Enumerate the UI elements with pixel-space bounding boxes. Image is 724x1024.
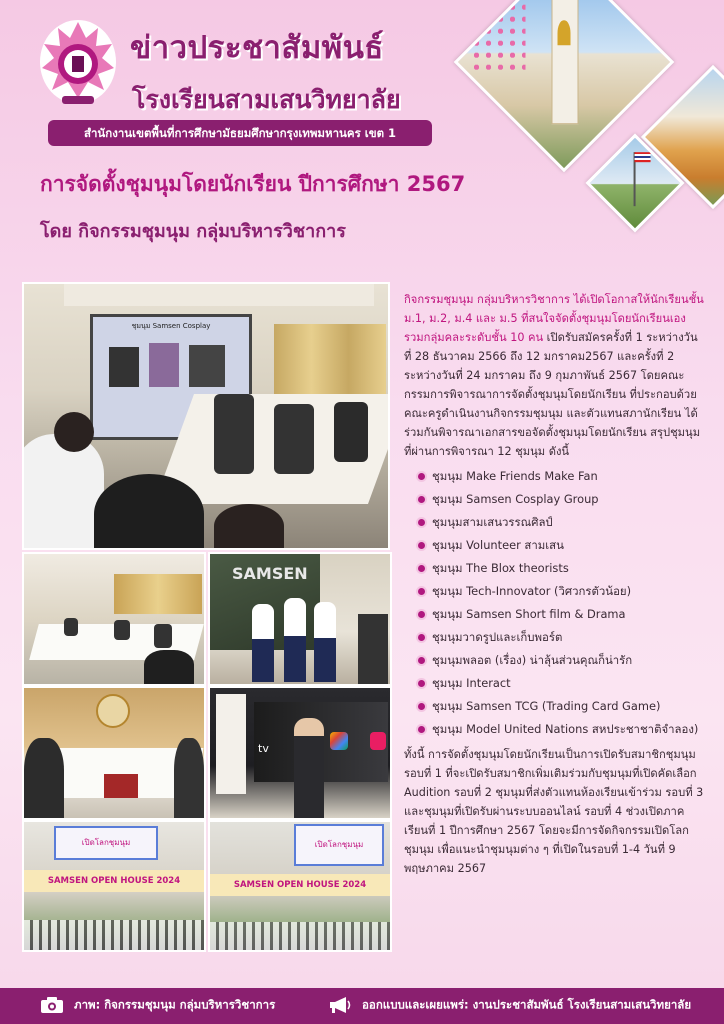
screen-brand: tv: [258, 742, 269, 755]
school-name: โรงเรียนสามเสนวิทยาลัย: [132, 85, 401, 114]
list-item: ชุมนุม Model United Nations สหประชาชาติจำลอง): [418, 718, 704, 741]
open-house-sign-1: เปิดโลกชุมนุม: [54, 826, 158, 860]
meeting-room-photo: [22, 282, 390, 550]
office-banner: สำนักงานเขตพื้นที่การศึกษามัธยมศึกษากรุงเทพมหานคร เขต 1: [48, 120, 432, 146]
list-item: ชุมนุม Make Friends Make Fan: [418, 465, 704, 488]
camera-icon: [40, 996, 64, 1014]
photo-credit-text: ภาพ: กิจกรรมชุมนุม กลุ่มบริหารวิชาการ: [74, 997, 276, 1012]
list-item: ชุมนุม Samsen TCG (Trading Card Game): [418, 695, 704, 718]
article-paragraph-2: ทั้งนี้ การจัดตั้งชุมนุมโดยนักเรียนเป็นการเปิดรับสมาชิกชุมนุมรอบที่ 1 ที่จะเปิดรับสมาชิกเพิ่มเติมร่วมกับชุมนุมที่เปิดคัดเลือก Audition รอบที่ 2 ชุมนุมที่ส่งตัวแทนห้องเรียนเข้าร่วม รอบที่ 3 และชุมนุมที่เปิดรับผ่านระบบออนไลน์ รอบที่ 4 ช่วงเปิดภาคเรียนที่ 1 ปีการศึกษา 2567 โดยจะมีการจัดกิจกรรมเปิดโลกชุมนุม เพื่อแนะนำชุมนุมต่าง ๆ ที่เปิดในรอบที่ 1-4 วันที่ 9 พฤษภาคม 2567: [404, 748, 704, 875]
open-house-banner-1: SAMSEN OPEN HOUSE 2024: [24, 870, 204, 892]
article-topic: การจัดตั้งชุมนุมโดยนักเรียน ปีการศึกษา 2567: [40, 172, 466, 196]
presentation-photo: [208, 552, 392, 686]
article-paragraph-1: [404, 290, 704, 461]
open-house-photo-1: [22, 820, 206, 952]
list-item: ชุมนุม The Blox theorists: [418, 557, 704, 580]
list-item: ชุมนุมสามเสนวรรณศิลป์: [418, 511, 704, 534]
list-item: ชุมนุม Samsen Short film & Drama: [418, 603, 704, 626]
article-byline: โดย กิจกรรมชุมนุม กลุ่มบริหารวิชาการ: [40, 221, 346, 242]
speaker-photo: [208, 686, 392, 820]
open-house-photo-2: [208, 820, 392, 952]
projector-title: ชุมนุม Samsen Cosplay: [131, 322, 211, 330]
design-credit: [328, 996, 691, 1015]
article-lead: กิจกรรมชุมนุม กลุ่มบริหารวิชาการ ได้เปิดโอกาสให้นักเรียนชั้น ม.1, ม.2, ม.4 และ ม.5 ที่สนใจจัดตั้งชุมนุมโดยนักเรียนเอง รวมกลุ่มคละระดับชั้น 10 คน: [404, 293, 704, 344]
open-house-banner-2: SAMSEN OPEN HOUSE 2024: [210, 874, 390, 896]
design-credit-text: ออกแบบและเผยแพร่: งานประชาสัมพันธ์ โรงเรียนสามเสนวิทยาลัย: [362, 997, 692, 1012]
stage-sign: SAMSEN: [232, 564, 308, 583]
committee-photo: [22, 686, 206, 820]
list-item: ชุมนุม Interact: [418, 672, 704, 695]
list-item: ชุมนุม Tech-Innovator (วิศวกรตัวน้อย): [418, 580, 704, 603]
school-emblem-icon: [38, 18, 118, 108]
list-item: ชุมนุม Volunteer สามเสน: [418, 534, 704, 557]
list-item: ชุมนุมพลอต (เรื่อง) น่าลุ้นส่วนคุณก็น่ารัก: [418, 649, 704, 672]
open-house-sign-2: เปิดโลกชุมนุม: [294, 824, 384, 866]
list-item: ชุมนุมวาดรูปและเก็บพอร์ต: [418, 626, 704, 649]
list-item: ชุมนุม Samsen Cosplay Group: [418, 488, 704, 511]
article-body: [404, 290, 704, 878]
conference-room-photo: [22, 552, 206, 686]
club-list: [418, 465, 704, 741]
article-body1: เปิดรับสมัครครั้งที่ 1 ระหว่างวันที่ 28 ธันวาคม 2566 ถึง 12 มกราคม2567 และครั้งที่ 2 ระหว่างวันที่ 24 มกราคม ถึง 9 กุมภาพันธ์ 2567 โดยคณะกรรมการพิจารณาการจัดตั้งชุมนุมโดยนักเรียน ที่ประกอบด้วย คณะครูดำเนินงานกิจกรรมชุมนุม และตัวแทนสภานักเรียน ได้ร่วมกันพิจารณาเอกสารขอจัดตั้งชุมนุมโดยนักเรียน สรุปชุมนุมที่ผ่านการพิจารณา 12 ชุมนุม ดังนี้: [404, 331, 701, 458]
photo-credit: [40, 996, 275, 1015]
news-title: ข่าวประชาสัมพันธ์: [130, 30, 384, 66]
footer: [0, 988, 724, 1024]
megaphone-icon: [328, 996, 352, 1014]
